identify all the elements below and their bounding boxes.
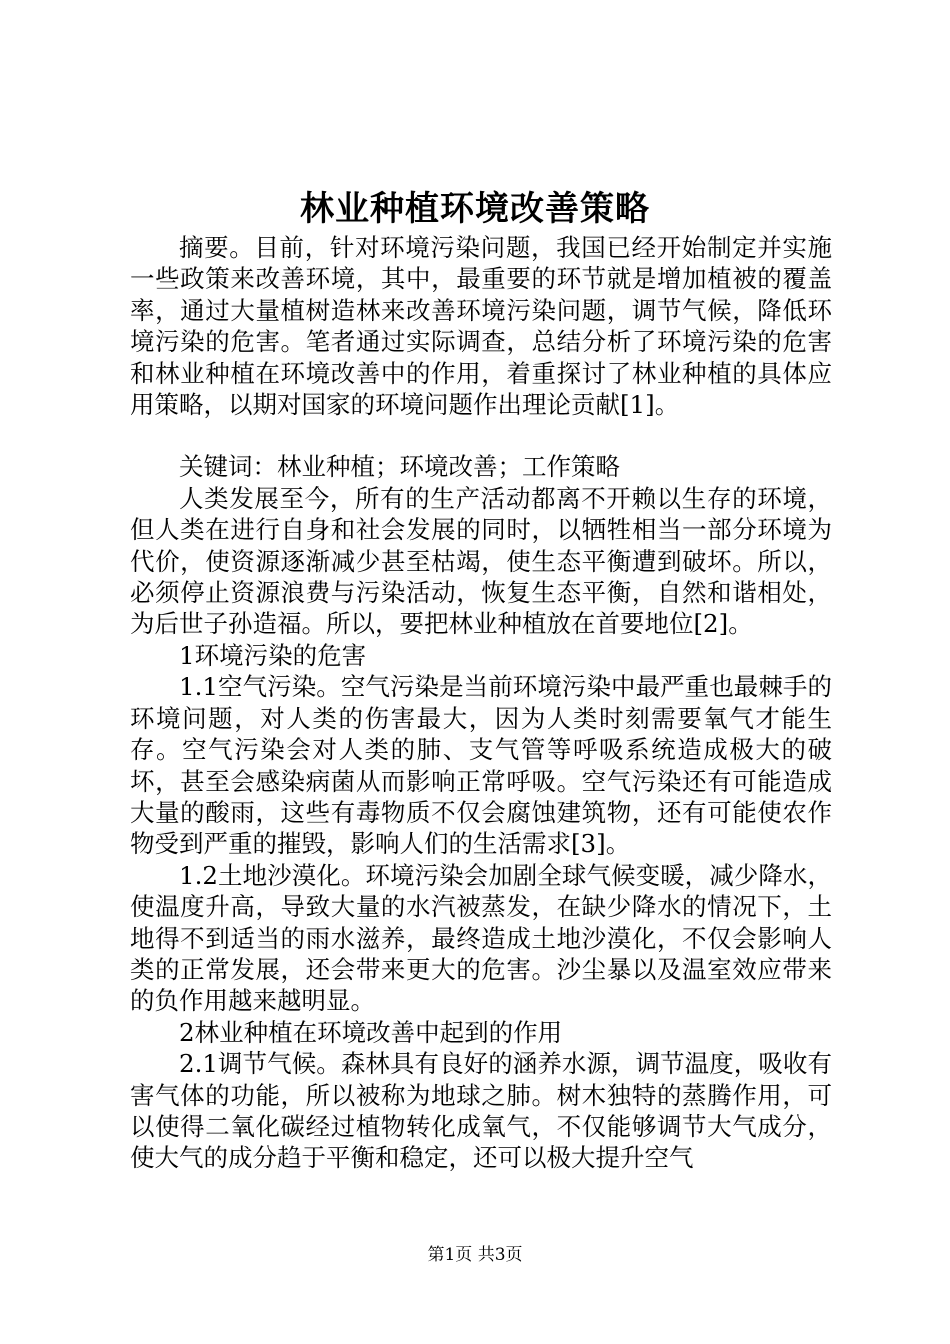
section-1-heading: 1环境污染的危害	[179, 640, 367, 670]
section-2-1-paragraph: 2.1调节气候。森林具有良好的涵养水源，调节温度，吸收有害气体的功能，所以被称为地球之肺。树木独特的蒸腾作用，可以使得二氧化碳经过植物转化成氧气，不仅能够调节大气成分，使大气的成分趋于平衡和稳定，还可以极大提升空气	[130, 1049, 832, 1173]
page-footer: 第1页 共3页	[427, 1245, 523, 1265]
document-title: 林业种植环境改善策略	[300, 189, 650, 229]
intro-paragraph: 人类发展至今，所有的生产活动都离不开赖以生存的环境，但人类在进行自身和社会发展的同时，以牺牲相当一部分环境为代价，使资源逐渐减少甚至枯竭，使生态平衡遭到破坏。所以，必须停止资源浪费与污染活动，恢复生态平衡，自然和谐相处，为后世子孙造福。所以，要把林业种植放在首要地位[2]。	[130, 483, 832, 639]
keywords-line: 关键词：林业种植；环境改善；工作策略	[179, 452, 620, 482]
section-1-2-paragraph: 1.2土地沙漠化。环境污染会加剧全球气候变暖，减少降水，使温度升高，导致大量的水汽被蒸发，在缺少降水的情况下，土地得不到适当的雨水滋养，最终造成土地沙漠化，不仅会影响人类的正常发展，还会带来更大的危害。沙尘暴以及温室效应带来的负作用越来越明显。	[130, 860, 832, 1016]
section-1-1-paragraph: 1.1空气污染。空气污染是当前环境污染中最严重也最棘手的环境问题，对人类的伤害最大，因为人类时刻需要氧气才能生存。空气污染会对人类的肺、支气管等呼吸系统造成极大的破坏，甚至会感染病菌从而影响正常呼吸。空气污染还有可能造成大量的酸雨，这些有毒物质不仅会腐蚀建筑物，还有可能使农作物受到严重的摧毁，影响人们的生活需求[3]。	[130, 672, 832, 859]
section-2-heading: 2林业种植在环境改善中起到的作用	[179, 1017, 563, 1047]
abstract-paragraph: 摘要。目前，针对环境污染问题，我国已经开始制定并实施一些政策来改善环境，其中，最重要的环节就是增加植被的覆盖率，通过大量植树造林来改善环境污染问题，调节气候，降低环境污染的危害。笔者通过实际调查，总结分析了环境污染的危害和林业种植在环境改善中的作用，着重探讨了林业种植的具体应用策略，以期对国家的环境问题作出理论贡献[1]。	[130, 233, 832, 420]
document-body	[130, 232, 832, 1174]
